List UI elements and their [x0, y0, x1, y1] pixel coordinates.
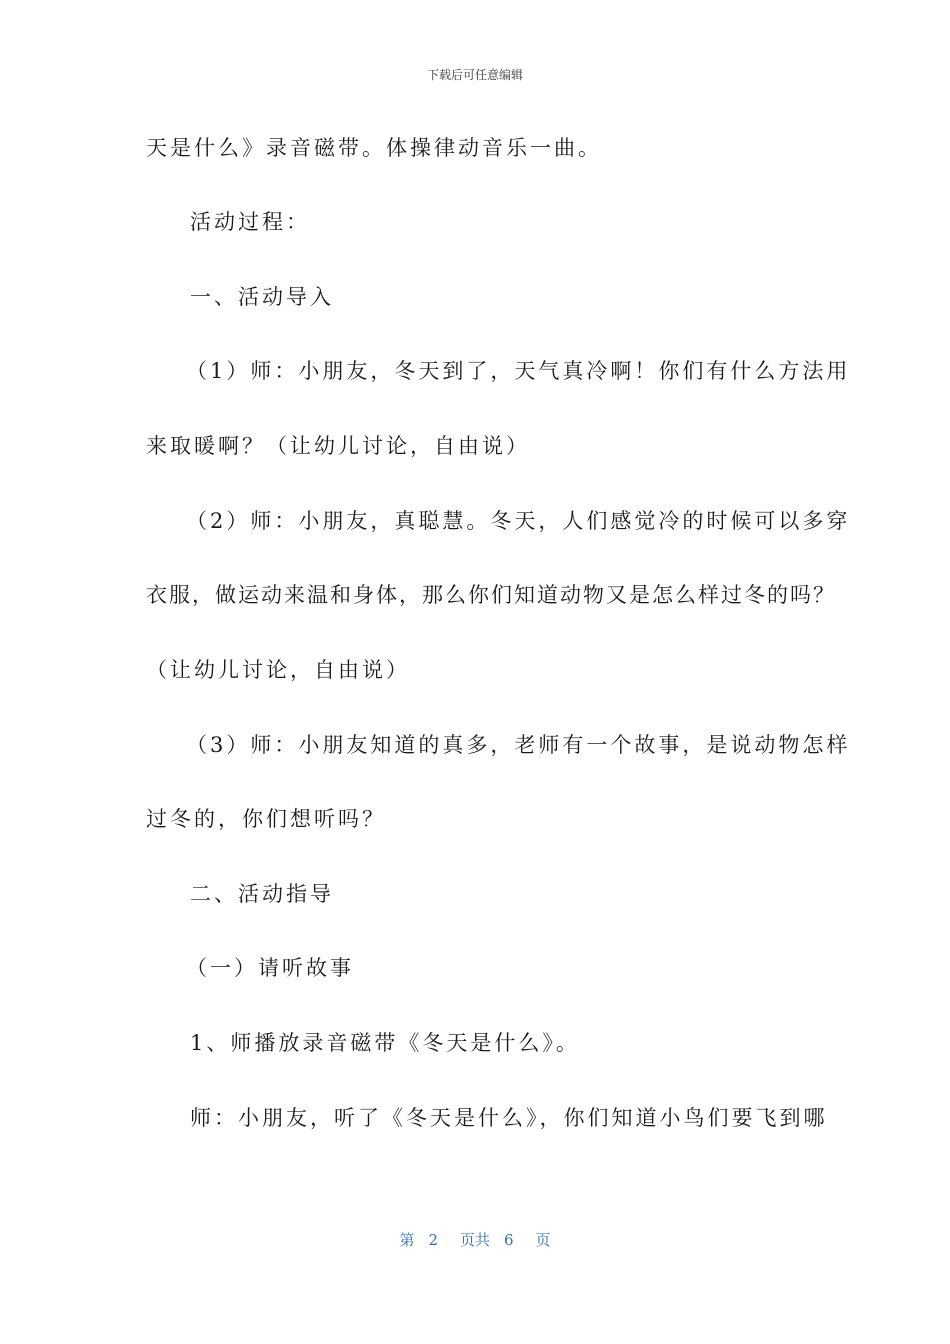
footer-middle: 页共	[459, 1231, 490, 1249]
text-line: 1、师播放录音磁带《冬天是什么》。	[190, 1031, 580, 1055]
text-line: 一、活动导入	[190, 285, 334, 309]
text-line: 二、活动指导	[190, 882, 334, 906]
text-line: 衣服，做运动来温和身体，那么你们知道动物又是怎么样过冬的吗？	[146, 583, 836, 607]
footer-current-page: 2	[428, 1231, 438, 1249]
footer-total-pages: 6	[504, 1231, 514, 1249]
text-line: 过冬的，你们想听吗？	[146, 807, 386, 831]
text-line: 师：小朋友，听了《冬天是什么》，你们知道小鸟们要飞到哪	[190, 1106, 828, 1130]
text-line: （一）请听故事	[186, 956, 354, 980]
page-header: 下载后可任意编辑	[426, 68, 523, 82]
footer-suffix: 页	[535, 1231, 551, 1249]
text-line: 活动过程：	[190, 210, 310, 234]
footer-prefix: 第	[399, 1231, 415, 1249]
text-line: 天是什么》录音磁带。体操律动音乐一曲。	[146, 136, 602, 160]
page-footer	[0, 1229, 950, 1250]
text-line: （1）师：小朋友，冬天到了，天气真冷啊！你们有什么方法用	[186, 359, 851, 383]
text-line: （3）师：小朋友知道的真多，老师有一个故事，是说动物怎样	[186, 733, 851, 757]
text-line: 来取暖啊？（让幼儿讨论，自由说）	[146, 434, 530, 458]
text-line: （2）师：小朋友，真聪慧。冬天，人们感觉冷的时候可以多穿	[186, 509, 851, 533]
text-line: （让幼儿讨论，自由说）	[146, 658, 410, 682]
